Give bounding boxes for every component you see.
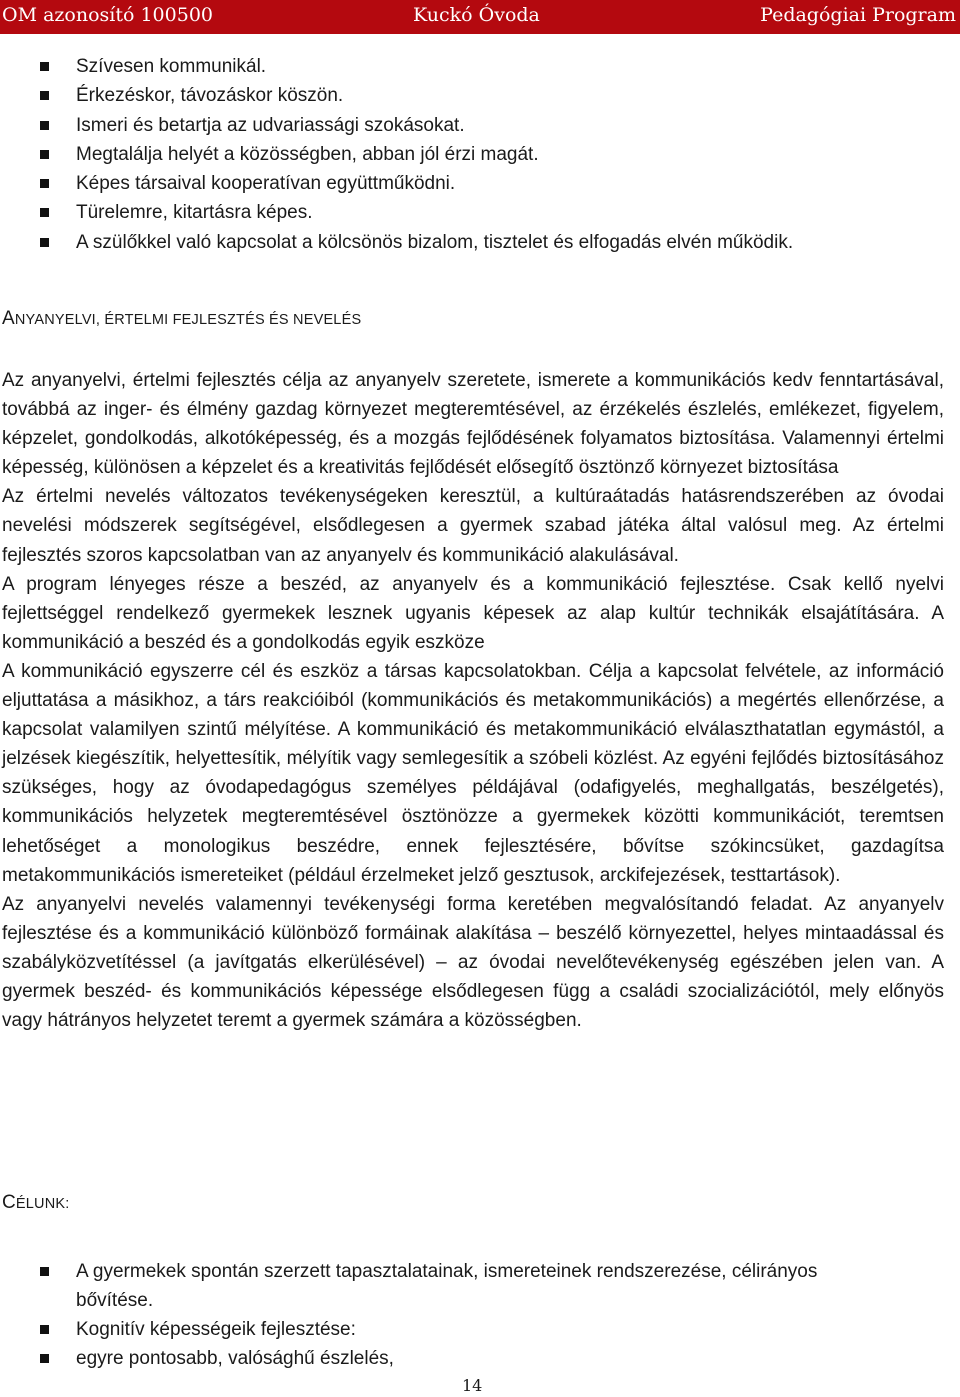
list-item: Kognitív képességeik fejlesztése:	[0, 1315, 886, 1344]
goals-list	[0, 1257, 886, 1373]
paragraph: A kommunikáció egyszerre cél és eszköz a társas kapcsolatokban. Célja a kapcsolat felvétele, az információ eljuttatása a másikhoz, a társ reakcióiból (kommunikációs és metakommunikációs) a megértés ellenőrzése, a kapcsolat valamilyen szintű mélyítése. A kommunikáció és metakommunikáció elválaszthatatlan egymástól, a jelzések kiegészítik, helyettesítik, mélyítik vagy semlegesítik a szóbeli közlést. Az egyéni fejlődés biztosításához szükséges, hogy az óvodapedagógus személyes példájával (odafigyelés, meghallgatás, beszélgetés), kommunikációs helyzetek megteremtésével ösztönözze a gyermekek közötti kommunikációt, teremtsen lehetőséget a monologikus beszédre, ennek fejlesztésére, bővítse szókincsüket, gazdagítsa metakommunikációs ismereteiket (például érzelmeket jelző gesztusok, arckifejezések, testtartások).	[2, 660, 944, 886]
heading-text: NYANYELVI, ÉRTELMI FEJLESZTÉS ÉS NEVELÉS	[14, 312, 362, 328]
paragraph: Az anyanyelvi nevelés valamennyi tevékenységi forma keretében megvalósítandó feladat. Az anyanyelv fejlesztése és a kommunikáció különböző formáinak alakítása – beszélő környezettel, helyes mintaadással és szabályközvetítéssel (a javítgatás elkerülésével) – az óvodai nevelőtevékenység egészében jelen van. A gyermek beszéd- és kommunikációs képessége elsődlegesen függ a családi szocializációtól, mely előnyös vagy hátrányos helyzetet teremt a gyermek számára a közösségben.	[2, 893, 944, 1032]
list-item: A szülőkkel való kapcsolat a kölcsönös bizalom, tisztelet és elfogadás elvén működik.	[0, 228, 886, 257]
paragraph: Az értelmi nevelés változatos tevékenységeken keresztül, a kultúraátadás hatásrendszerében az óvodai nevelési módszerek segítségével, elsődlegesen a gyermek szabad játéka által valósul meg. Az értelmi fejlesztés szoros kapcsolatban van az anyanyelv és kommunikáció alakulásával.	[2, 486, 944, 566]
heading-text: ÉLUNK:	[15, 1196, 70, 1212]
header-document-title: Pedagógiai Program	[760, 4, 956, 26]
body-text	[2, 366, 944, 1035]
heading-initial: A	[2, 308, 15, 329]
paragraph: A program lényeges része a beszéd, az anyanyelv és a kommunikáció fejlesztése. Csak kellő nyelvi fejlettséggel rendelkező gyermekek lesznek ugyanis képesek az alap kultúr technikák elsajátítására. A kommunikáció a beszéd és a gondolkodás egyik eszköze	[2, 573, 944, 653]
header-om-id: OM azonosító 100500	[2, 4, 213, 26]
page-number: 14	[462, 1376, 483, 1395]
list-item: Ismeri és betartja az udvariassági szokásokat.	[0, 111, 886, 140]
list-item: Megtalálja helyét a közösségben, abban jól érzi magát.	[0, 140, 886, 169]
page-header	[0, 0, 960, 34]
list-item: Szívesen kommunikál.	[0, 52, 886, 81]
list-item: Érkezéskor, távozáskor köszön.	[0, 81, 886, 110]
list-item: Türelemre, kitartásra képes.	[0, 198, 886, 227]
list-item: egyre pontosabb, valósághű észlelés,	[0, 1344, 886, 1373]
section-heading	[2, 308, 361, 330]
header-institution: Kuckó Óvoda	[413, 4, 540, 26]
list-item: Képes társaival kooperatívan együttműködni.	[0, 169, 886, 198]
list-item: A gyermekek spontán szerzett tapasztalatainak, ismereteinek rendszerezése, célirányos bővítése.	[0, 1257, 886, 1315]
heading-initial: C	[2, 1192, 16, 1213]
behavior-list	[0, 52, 886, 257]
goals-heading	[2, 1192, 70, 1214]
paragraph: Az anyanyelvi, értelmi fejlesztés célja az anyanyelv szeretete, ismerete a kommunikációs kedv fenntartásával, továbbá az inger- és élmény gazdag környezet megteremtésével, az érzékelés észlelés, emlékezet, figyelem, képzelet, gondolkodás, alkotóképesség, és a mozgás fejlődésének folyamatos biztosítása. Valamennyi értelmi képesség, különösen a képzelet és a kreativitás fejlődését elősegítő ösztönző környezet biztosítása	[2, 370, 944, 479]
